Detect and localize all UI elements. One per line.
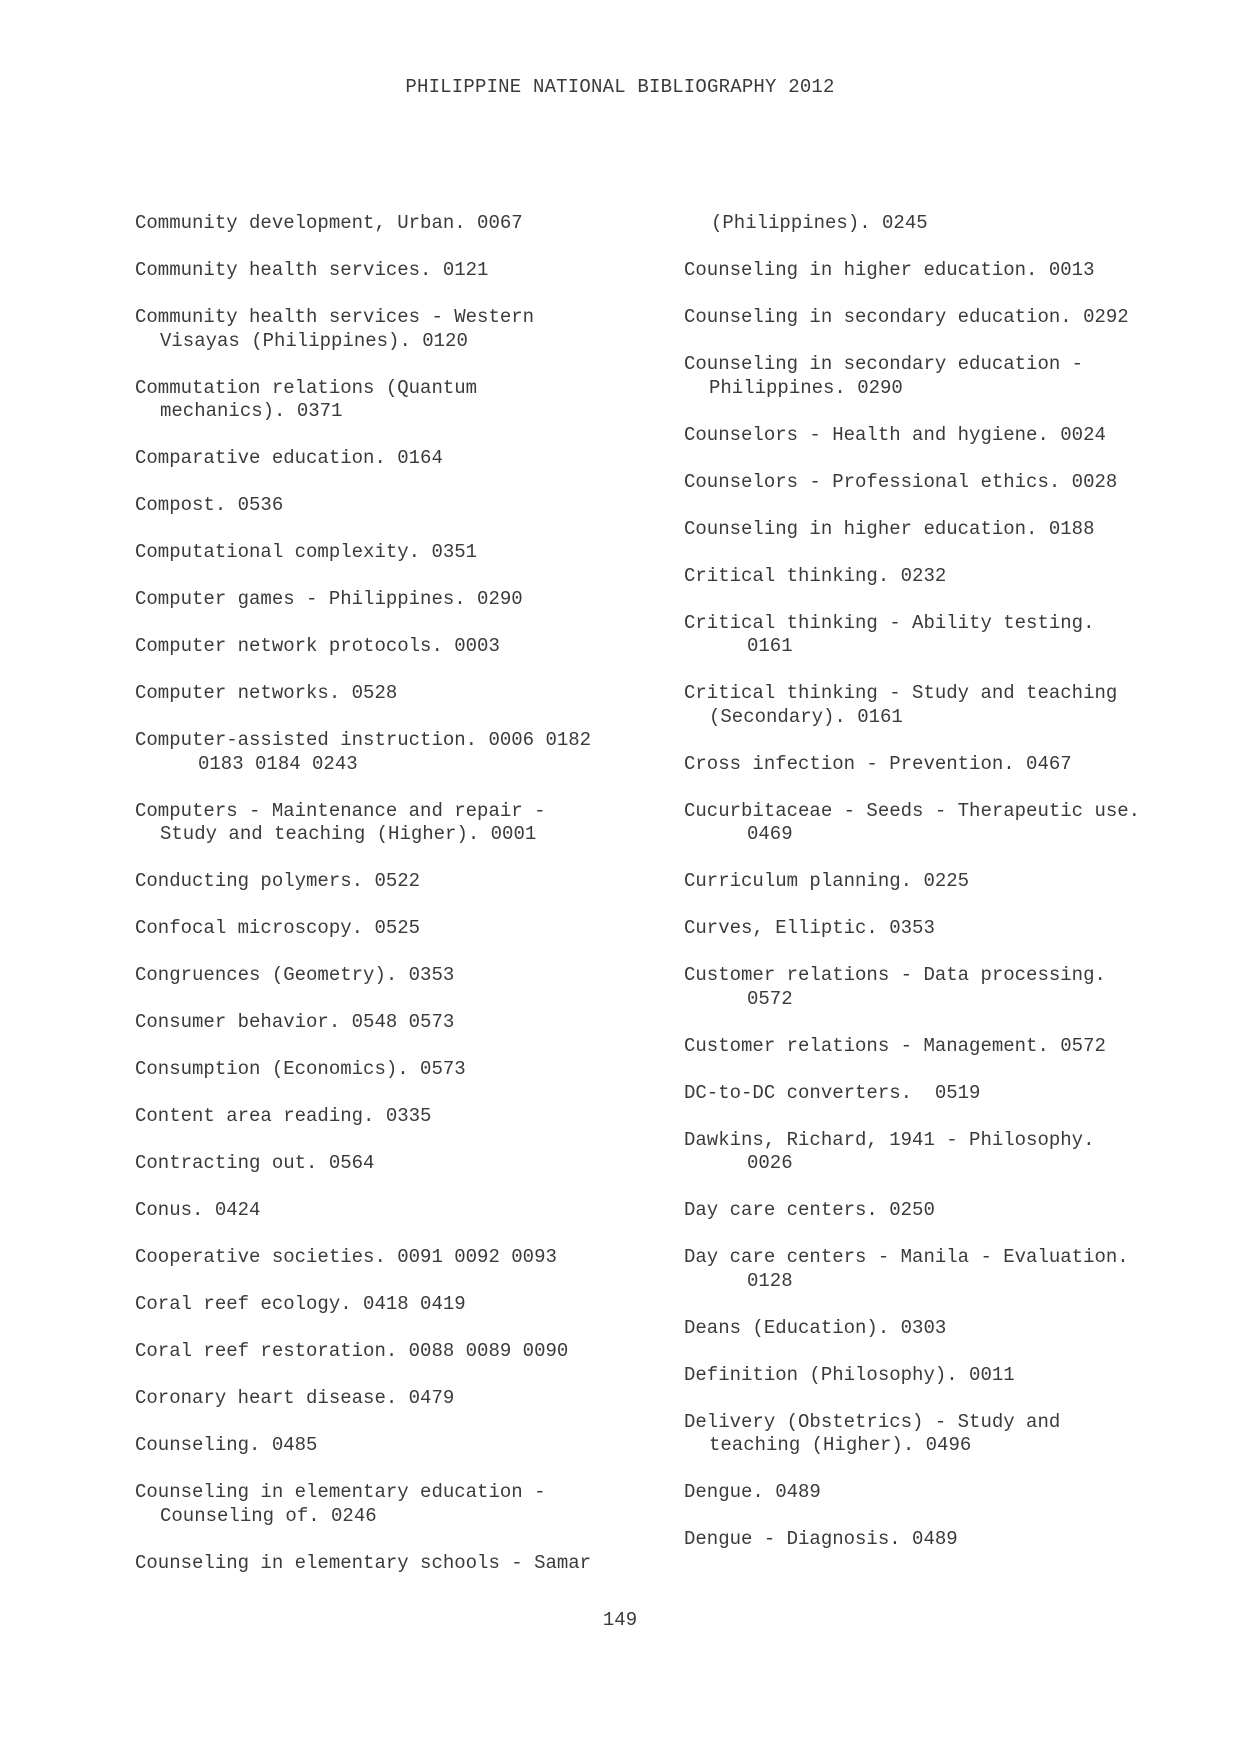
entry-line: Computer networks. 0528 [135, 682, 398, 704]
page-number: 149 [602, 1609, 638, 1631]
entry-line: Coronary heart disease. 0479 [135, 1387, 455, 1409]
entry-line: Coral reef restoration. 0088 0089 0090 [135, 1340, 569, 1362]
entry-line: Counseling. 0485 [135, 1434, 318, 1456]
index-entry [135, 494, 655, 518]
index-entry [135, 377, 655, 424]
entry-line: Curves, Elliptic. 0353 [684, 917, 935, 939]
index-entry [684, 1317, 1224, 1341]
index-entry [135, 1058, 655, 1082]
index-entry [135, 541, 655, 565]
entry-line: Computers - Maintenance and repair - [135, 799, 546, 822]
index-entry [684, 800, 1224, 847]
entry-line: Computer-assisted instruction. 0006 0182 [135, 729, 592, 751]
index-entry [684, 612, 1224, 659]
index-entry [684, 753, 1224, 777]
index-entry [684, 682, 1224, 729]
entry-line: Coral reef ecology. 0418 0419 [135, 1293, 466, 1315]
entry-continuation: 0128 [747, 1269, 793, 1292]
index-entry [684, 917, 1224, 941]
index-entry [684, 353, 1224, 400]
index-entry [684, 1411, 1224, 1458]
index-entry [684, 259, 1224, 283]
index-entry [135, 1105, 655, 1129]
index-entry [135, 1246, 655, 1270]
entry-line: Computer network protocols. 0003 [135, 635, 500, 657]
entry-line: Comparative education. 0164 [135, 447, 443, 469]
index-entry [684, 471, 1224, 495]
entry-line: Day care centers - Manila - Evaluation. [684, 1246, 1129, 1268]
index-entry [135, 1199, 655, 1223]
index-entry [135, 588, 655, 612]
entry-continuation: teaching (Higher). 0496 [709, 1434, 972, 1456]
entry-line: Consumer behavior. 0548 0573 [135, 1011, 455, 1033]
entry-line: Dengue. 0489 [684, 1481, 821, 1503]
running-head: PHILIPPINE NATIONAL BIBLIOGRAPHY 2012 [405, 76, 835, 98]
index-entry [135, 447, 655, 471]
index-entry [684, 1082, 1224, 1106]
entry-line: Critical thinking - Study and teaching [684, 682, 1118, 704]
entry-line: Customer relations - Data processing. [684, 964, 1106, 986]
entry-line: Contracting out. 0564 [135, 1152, 375, 1174]
entry-line: Conducting polymers. 0522 [135, 870, 421, 892]
index-entry [684, 1035, 1224, 1059]
index-entry [135, 917, 655, 941]
entry-line: Community health services. 0121 [135, 259, 489, 281]
entry-line: Compost. 0536 [135, 494, 284, 516]
entry-line: Cooperative societies. 0091 0092 0093 [135, 1246, 557, 1268]
entry-line: Consumption (Economics). 0573 [135, 1058, 466, 1080]
entry-line: Counseling in elementary schools - Samar [135, 1551, 592, 1574]
index-entry [684, 1481, 1224, 1505]
index-column-left [135, 212, 655, 1599]
index-entry [135, 729, 655, 776]
index-entry [684, 565, 1224, 589]
entry-line: Congruences (Geometry). 0353 [135, 964, 455, 986]
entry-line: Critical thinking - Ability testing. [684, 611, 1095, 634]
entry-line: DC-to-DC converters. 0519 [684, 1081, 981, 1104]
entry-continuation: Counseling of. 0246 [160, 1504, 377, 1527]
entry-line: Critical thinking. 0232 [684, 564, 947, 587]
entry-line: Content area reading. 0335 [135, 1105, 432, 1127]
entry-continuation: 0026 [747, 1152, 793, 1174]
entry-line: Deans (Education). 0303 [684, 1316, 947, 1339]
entry-line: Delivery (Obstetrics) - Study and [684, 1410, 1061, 1433]
entry-continuation: (Secondary). 0161 [709, 705, 903, 728]
index-entry [135, 1152, 655, 1176]
entry-continuation: Philippines. 0290 [709, 376, 903, 399]
entry-line: Dengue - Diagnosis. 0489 [684, 1528, 958, 1550]
index-entry [684, 306, 1224, 330]
entry-line: Cross infection - Prevention. 0467 [684, 752, 1072, 775]
entry-line: Community health services - Western [135, 306, 535, 328]
entry-continuation: 0572 [747, 987, 793, 1010]
entry-line: Counseling in higher education. 0013 [684, 259, 1095, 281]
entry-line: (Philippines). 0245 [711, 212, 928, 234]
index-entry [135, 1293, 655, 1317]
entry-continuation: Study and teaching (Higher). 0001 [160, 823, 537, 845]
entry-line: Counselors - Health and hygiene. 0024 [684, 423, 1106, 446]
entry-line: Counseling in secondary education. 0292 [684, 306, 1129, 328]
index-entry [684, 964, 1224, 1011]
entry-line: Counselors - Professional ethics. 0028 [684, 470, 1118, 493]
index-entry [135, 259, 655, 283]
index-entry [135, 964, 655, 988]
entry-line: Dawkins, Richard, 1941 - Philosophy. [684, 1128, 1095, 1151]
entry-line: Definition (Philosophy). 0011 [684, 1363, 1015, 1386]
index-column-right [684, 212, 1224, 1575]
index-entry [684, 1246, 1224, 1293]
index-entry [135, 212, 655, 236]
entry-line: Community development, Urban. 0067 [135, 212, 523, 234]
entry-line: Customer relations - Management. 0572 [684, 1034, 1106, 1057]
entry-continuation: 0161 [747, 635, 793, 657]
entry-continuation: 0469 [747, 823, 793, 845]
index-entry [135, 1340, 655, 1364]
index-entry [135, 1481, 655, 1528]
index-entry [684, 870, 1224, 894]
index-entry [135, 800, 655, 847]
index-entry [684, 518, 1224, 542]
index-entry-carryover [684, 212, 1224, 236]
entry-line: Computer games - Philippines. 0290 [135, 588, 523, 610]
entry-line: Day care centers. 0250 [684, 1199, 935, 1221]
index-entry [135, 306, 655, 353]
index-entry [684, 424, 1224, 448]
index-entry [135, 1387, 655, 1411]
index-entry [135, 682, 655, 706]
entry-continuation: Visayas (Philippines). 0120 [160, 329, 468, 352]
entry-line: Counseling in elementary education - [135, 1481, 546, 1503]
index-entry [135, 1011, 655, 1035]
entry-line: Curriculum planning. 0225 [684, 870, 970, 892]
index-entry [684, 1528, 1224, 1552]
entry-line: Confocal microscopy. 0525 [135, 917, 421, 939]
index-entry [135, 1552, 655, 1576]
entry-line: Cucurbitaceae - Seeds - Therapeutic use. [684, 799, 1141, 822]
entry-continuation: mechanics). 0371 [160, 400, 343, 422]
index-entry [135, 635, 655, 659]
entry-line: Counseling in higher education. 0188 [684, 517, 1095, 540]
entry-line: Computational complexity. 0351 [135, 541, 478, 563]
index-entry [684, 1199, 1224, 1223]
index-entry [684, 1129, 1224, 1176]
entry-line: Commutation relations (Quantum [135, 376, 478, 399]
index-entry [135, 1434, 655, 1458]
entry-continuation: 0183 0184 0243 [198, 752, 358, 775]
entry-line: Conus. 0424 [135, 1199, 261, 1221]
entry-line: Counseling in secondary education - [684, 353, 1084, 375]
index-entry [684, 1364, 1224, 1388]
index-entry [135, 870, 655, 894]
